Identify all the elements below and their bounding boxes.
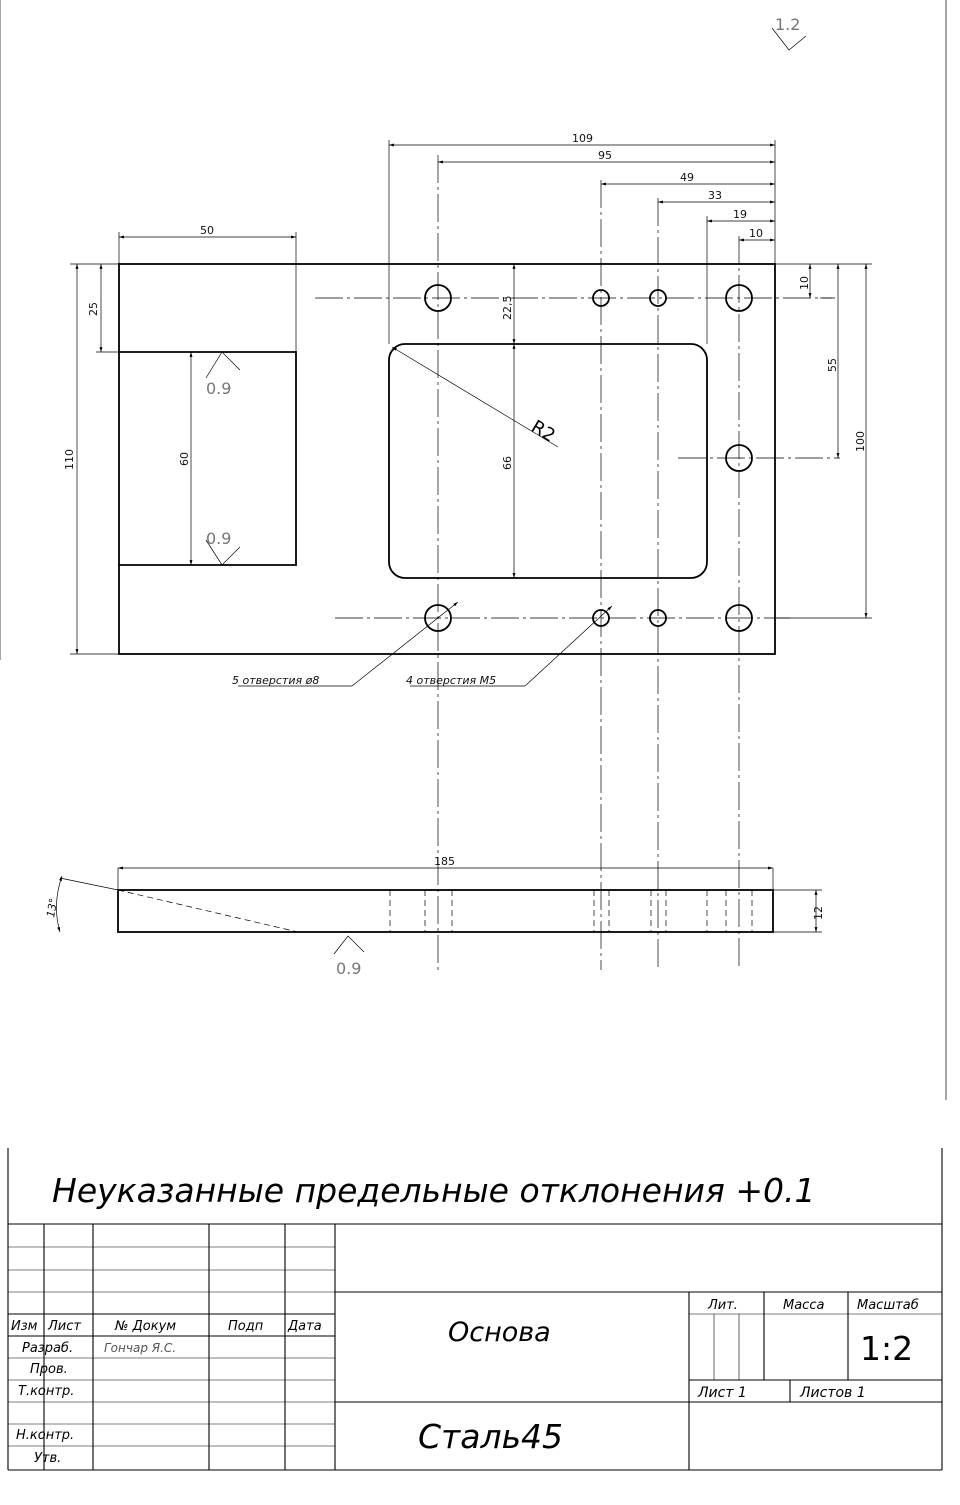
- row-nkontr: Н.контр.: [16, 1428, 75, 1443]
- dim-13-deg: 13°: [44, 897, 61, 919]
- dim-95: 95: [598, 149, 612, 162]
- dim-right-55: 55: [826, 358, 839, 372]
- dim-25: 25: [87, 302, 100, 316]
- roughness-mark-general: [772, 15, 806, 50]
- sheets-count: Листов 1: [800, 1385, 866, 1401]
- roughness-mark-pocket-top: [206, 352, 240, 398]
- sheet-number: Лист 1: [698, 1385, 747, 1401]
- radius-callout: [392, 347, 559, 447]
- dim-185: 185: [434, 855, 455, 868]
- col-izm: Изм: [11, 1319, 38, 1334]
- scale-value: 1:2: [860, 1329, 914, 1368]
- title-block: [8, 1148, 942, 1470]
- dim-110: 110: [63, 449, 76, 470]
- dim-12: 12: [812, 906, 825, 920]
- massa-label: Масса: [783, 1298, 825, 1313]
- svg-text:0.9: 0.9: [336, 959, 362, 978]
- dim-66: 66: [501, 456, 514, 470]
- material: Сталь45: [418, 1417, 564, 1456]
- chamfer-hidden-line: [118, 890, 298, 932]
- part-name: Основа: [448, 1317, 551, 1348]
- razrab-name: Гончар Я.С.: [104, 1341, 177, 1355]
- side-view: [44, 855, 825, 932]
- dim-60: 60: [178, 452, 191, 466]
- top-view: [119, 155, 840, 970]
- dim-50: 50: [200, 224, 214, 237]
- svg-text:1.2: 1.2: [775, 15, 801, 34]
- lit-label: Лит.: [708, 1298, 738, 1313]
- dim-10: 10: [749, 227, 763, 240]
- row-prov: Пров.: [30, 1362, 68, 1377]
- right-dimensions: [775, 264, 872, 618]
- central-pocket: [389, 344, 707, 578]
- dim-22-5: 22,5: [501, 295, 514, 320]
- part-outline-top: [119, 264, 775, 654]
- dim-49: 49: [680, 171, 694, 184]
- dim-109: 109: [572, 132, 593, 145]
- row-utv: Утв.: [34, 1451, 62, 1466]
- dim-right-10: 10: [798, 276, 811, 290]
- col-data: Дата: [288, 1319, 322, 1334]
- masshtab-label: Масштаб: [857, 1298, 919, 1313]
- svg-text:4 отверстия M5: 4 отверстия M5: [406, 674, 497, 687]
- col-dokum: № Докум: [115, 1319, 177, 1334]
- roughness-mark-side: [334, 936, 364, 978]
- dim-33: 33: [708, 189, 722, 202]
- svg-text:0.9: 0.9: [206, 379, 232, 398]
- col-podp: Подп: [228, 1319, 264, 1334]
- dim-19: 19: [733, 208, 747, 221]
- svg-text:5 отверстия ø8: 5 отверстия ø8: [232, 674, 320, 687]
- roughness-mark-pocket-bottom: [206, 529, 240, 565]
- row-tkontr: Т.контр.: [18, 1384, 75, 1399]
- left-dimensions: [63, 264, 514, 654]
- general-tolerance-note: Неуказанные предельные отклонения +0.1: [52, 1171, 816, 1210]
- row-razrab: Разраб.: [22, 1341, 74, 1356]
- top-dimensions: [119, 132, 775, 352]
- part-outline-side: [118, 890, 773, 932]
- dim-right-100: 100: [854, 431, 867, 452]
- svg-text:0.9: 0.9: [206, 529, 232, 548]
- col-list: Лист: [48, 1319, 81, 1334]
- radius-label: R2: [527, 416, 559, 447]
